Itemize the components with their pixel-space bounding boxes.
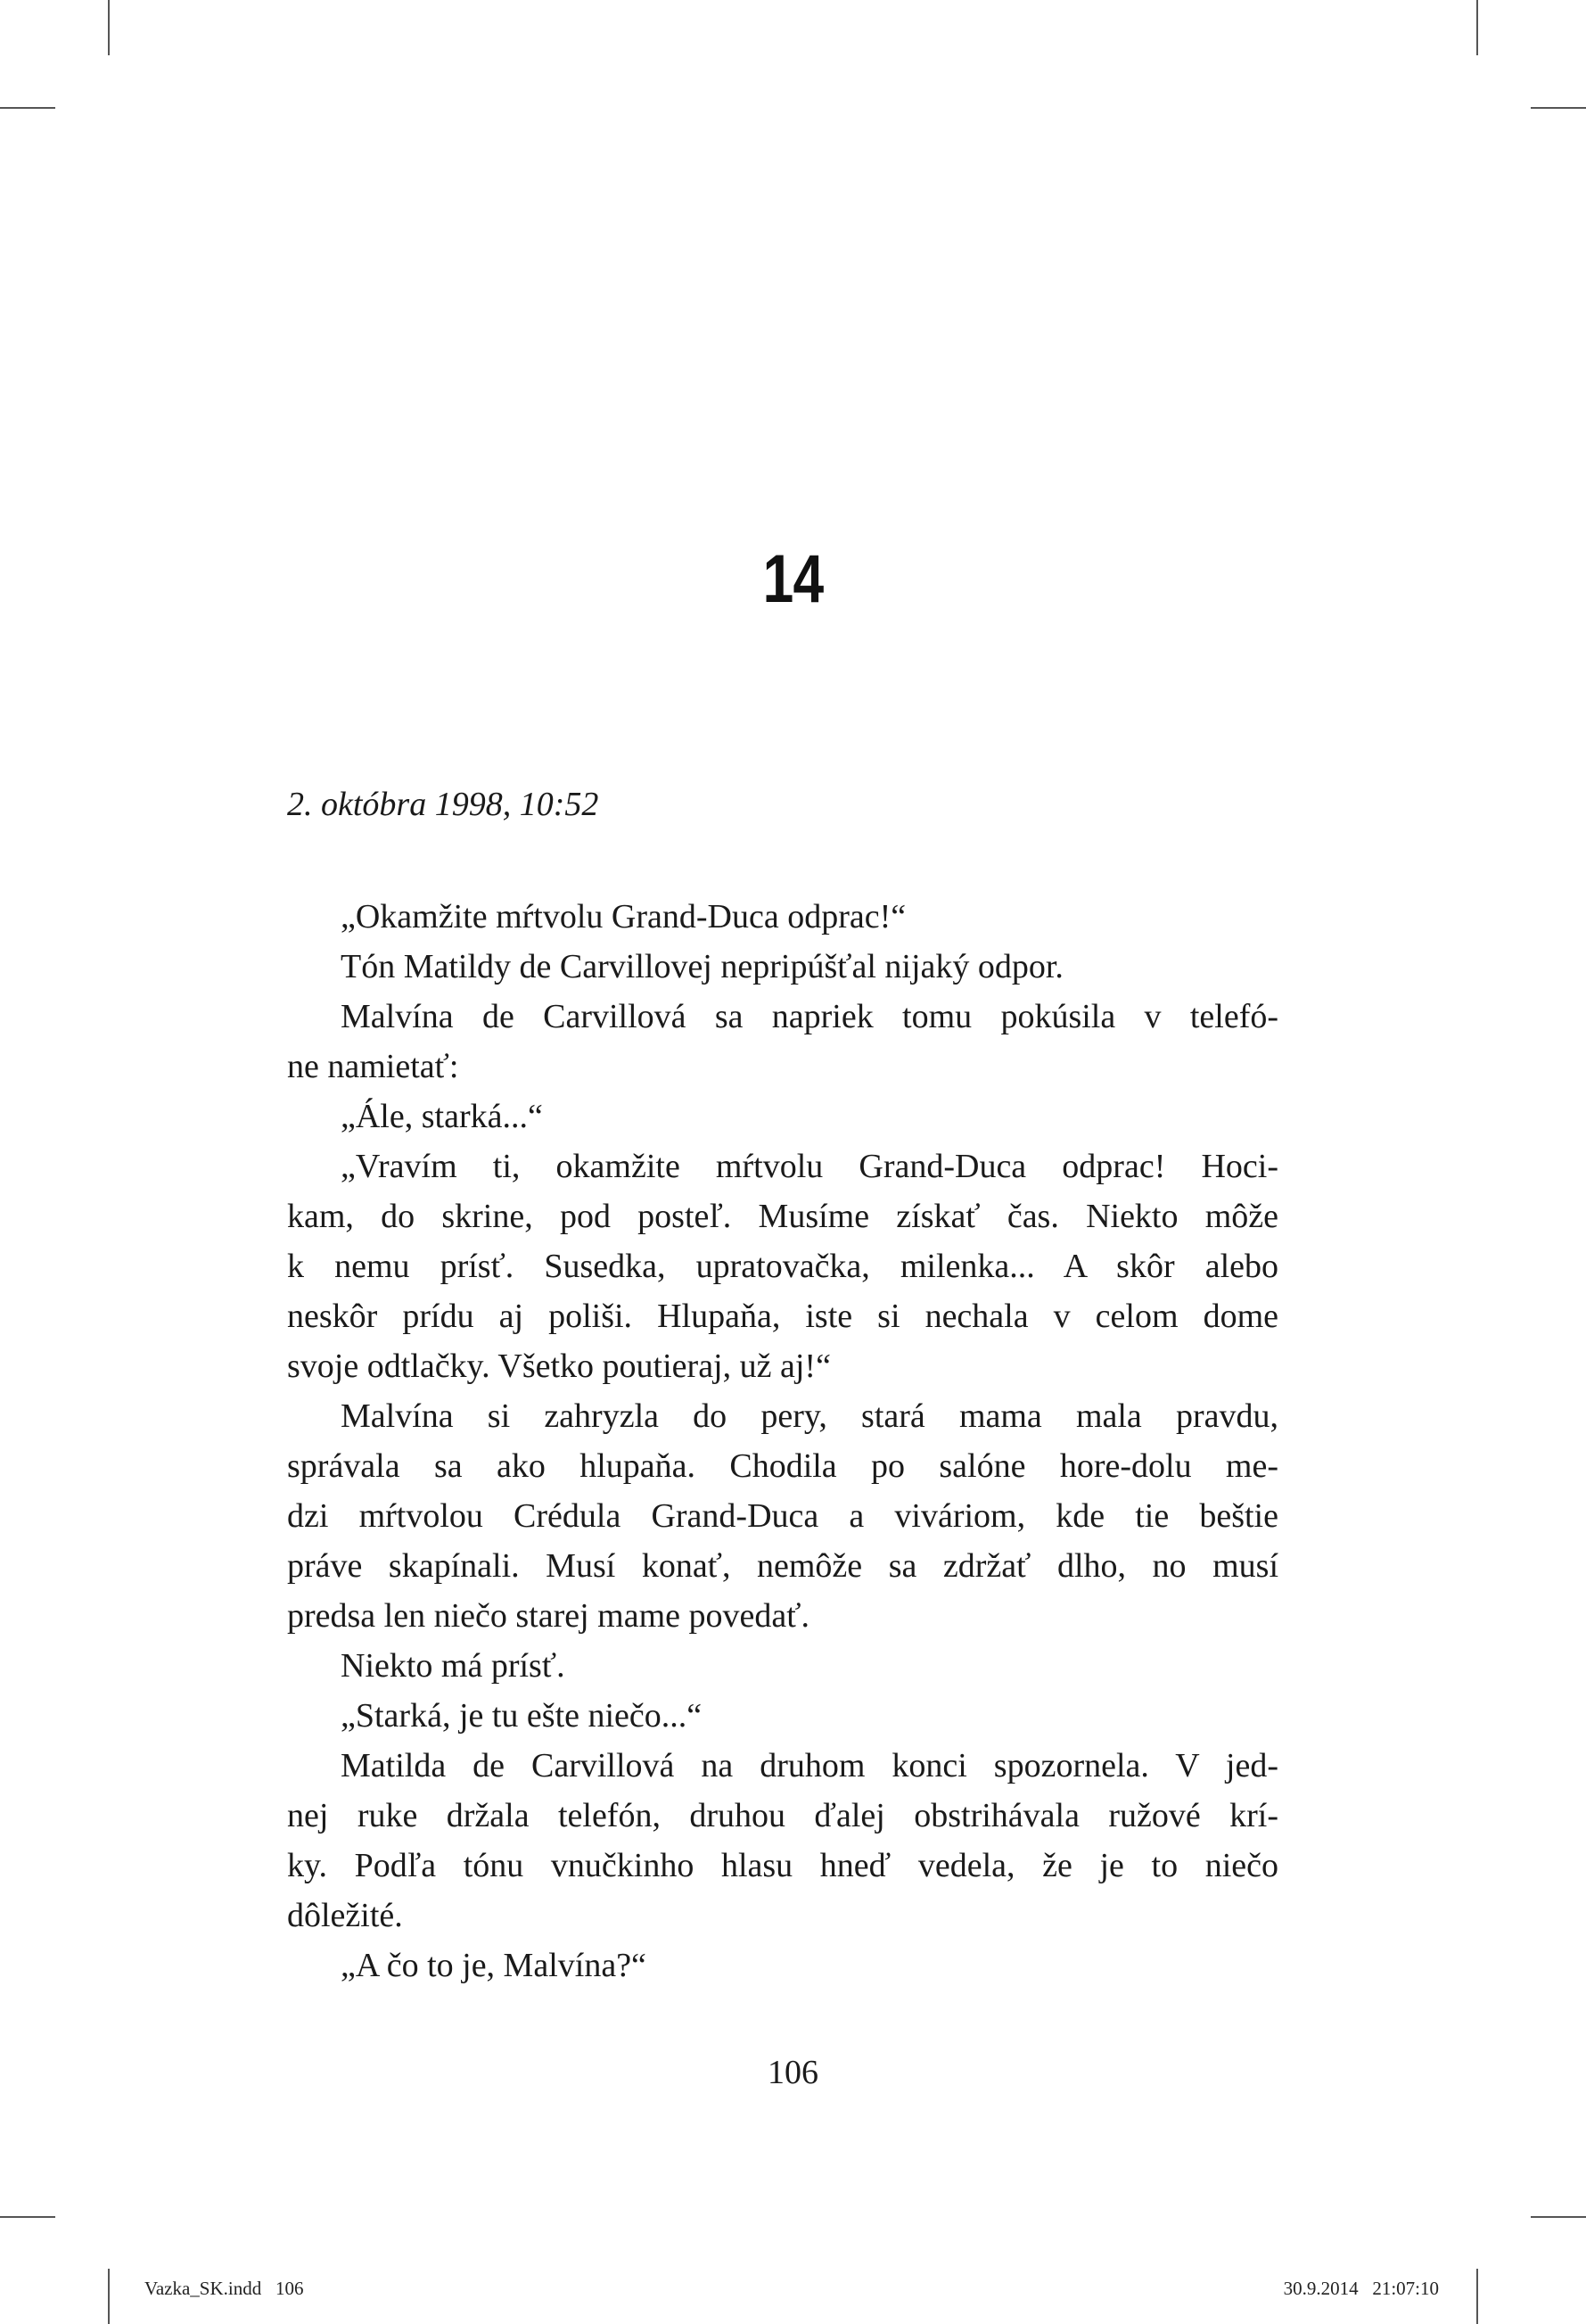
text-line: „Starká, je tu ešte niečo...“ — [341, 1697, 703, 1735]
text-line: ne namietať: — [287, 1048, 459, 1085]
text-line: „A čo to je, Malvína?“ — [341, 1947, 646, 1984]
crop-mark-left-bottom — [0, 2216, 55, 2218]
crop-mark-top-right — [1476, 0, 1478, 55]
text-line: Matilda de Carvillová na druhom konci spozornela. V jed- — [341, 1747, 1278, 1784]
text-line: „Ále, starká...“ — [341, 1098, 543, 1135]
chapter-body-text — [287, 892, 1278, 1990]
text-line: „Vravím ti, okamžite mŕtvolu Grand-Duca odprac! Hoci- — [341, 1148, 1278, 1185]
crop-mark-bottom-left — [108, 2269, 110, 2324]
text-line: „Okamžite mŕtvolu Grand-Duca odprac!“ — [341, 898, 907, 935]
text-line: Tón Matildy de Carvillovej nepripúšťal nijaký odpor. — [341, 948, 1064, 985]
text-line: dôležité. — [287, 1897, 403, 1934]
text-line: k nemu prísť. Susedka, upratovačka, milenka... A skôr alebo — [287, 1248, 1278, 1285]
crop-mark-bottom-right — [1476, 2269, 1478, 2324]
text-line: Niekto má prísť. — [341, 1647, 565, 1685]
crop-mark-top-left — [108, 0, 110, 55]
text-line: predsa len niečo starej mame povedať. — [287, 1597, 809, 1635]
text-line: práve skapínali. Musí konať, nemôže sa zdržať dlho, no musí — [287, 1547, 1278, 1585]
text-line: svoje odtlačky. Všetko poutieraj, už aj!“ — [287, 1347, 831, 1385]
text-line: kam, do skrine, pod posteľ. Musíme získať čas. Niekto môže — [287, 1198, 1278, 1235]
chapter-number: 14 — [762, 541, 824, 617]
text-line: nej ruke držala telefón, druhou ďalej obstrihávala ružové krí- — [287, 1797, 1278, 1834]
crop-mark-right-top — [1531, 107, 1586, 109]
print-slug-file: Vazka_SK.indd 106 — [144, 2278, 304, 2299]
text-line: správala sa ako hlupaňa. Chodila po salóne hore-dolu me- — [287, 1447, 1278, 1485]
print-slug-timestamp: 30.9.2014 21:07:10 — [1283, 2278, 1439, 2299]
page-number: 106 — [768, 2054, 818, 2091]
text-line: ky. Podľa tónu vnučkinho hlasu hneď vedela, že je to niečo — [287, 1847, 1278, 1884]
text-line: dzi mŕtvolou Crédula Grand-Duca a viváriom, kde tie beštie — [287, 1497, 1278, 1535]
text-line: neskôr prídu aj poliši. Hlupaňa, iste si nechala v celom dome — [287, 1298, 1278, 1335]
chapter-dateline: 2. októbra 1998, 10:52 — [287, 786, 599, 823]
crop-mark-right-bottom — [1531, 2216, 1586, 2218]
text-line: Malvína si zahryzla do pery, stará mama mala pravdu, — [341, 1397, 1278, 1435]
text-line: Malvína de Carvillová sa napriek tomu pokúsila v telefó- — [341, 998, 1278, 1035]
crop-mark-left-top — [0, 107, 55, 109]
